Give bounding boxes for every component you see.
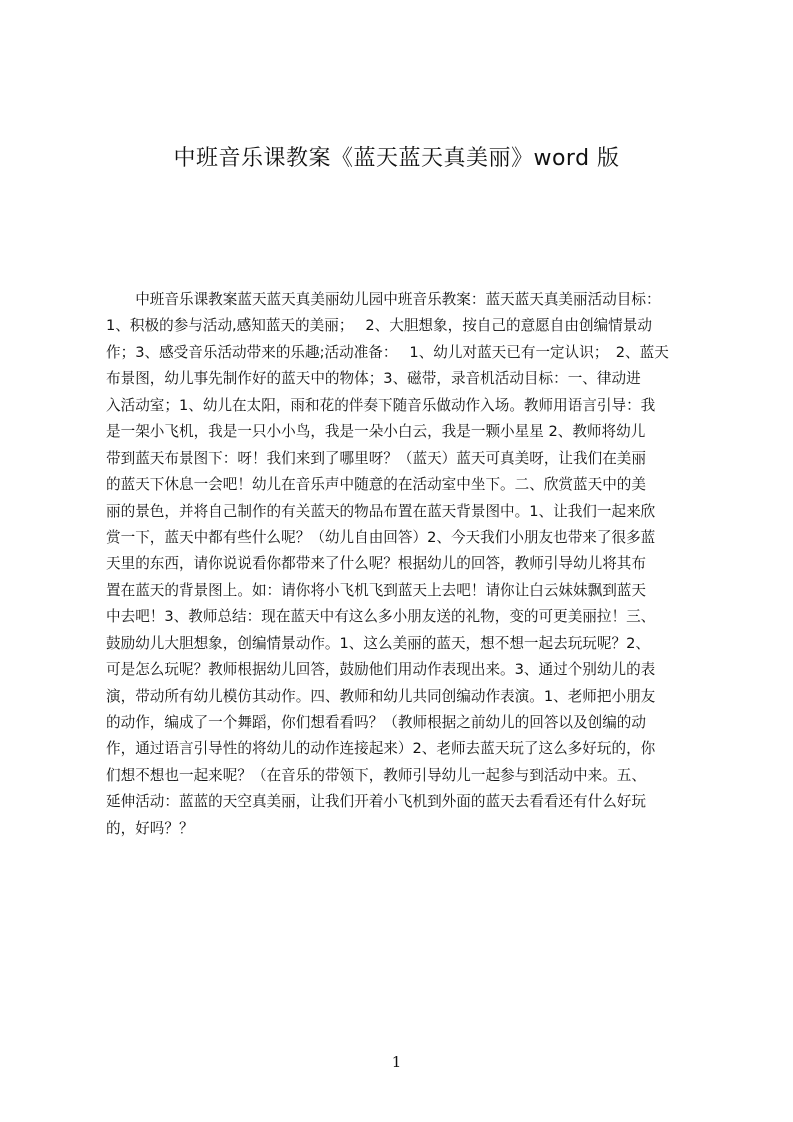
- body-line: 作，通过语言引导性的将幼儿的动作连接起来）2、老师去蓝天玩了这么多好玩的，你: [106, 740, 656, 758]
- document-title: 中班音乐课教案《蓝天蓝天真美丽》word 版: [173, 146, 620, 171]
- body-line: 入活动室；1、幼儿在太阳，雨和花的伴奏下随音乐做动作入场。教师用语言引导：我: [106, 396, 656, 414]
- body-line: 中去吧！3、教师总结：现在蓝天中有这么多小朋友送的礼物，变的可更美丽拉！三、: [106, 608, 656, 626]
- body-line: 中班音乐课教案蓝天蓝天真美丽幼儿园中班音乐教案：蓝天蓝天真美丽活动目标：: [135, 291, 661, 308]
- body-line: 可是怎么玩呢？教师根据幼儿回答，鼓励他们用动作表现出来。3、通过个别幼儿的表: [106, 661, 656, 679]
- body-line: 1、积极的参与活动,感知蓝天的美丽； 2、大胆想象，按自己的意愿自由创编情景动: [106, 317, 652, 335]
- body-line: 的蓝天下休息一会吧！幼儿在音乐声中随意的在活动室中坐下。二、欣赏蓝天中的美: [106, 476, 646, 494]
- body-line: 鼓励幼儿大胆想象，创编情景动作。1、这么美丽的蓝天，想不想一起去玩玩呢？2、: [106, 634, 650, 652]
- body-line: 的动作，编成了一个舞蹈，你们想看看吗？（教师根据之前幼儿的回答以及创编的动: [106, 714, 646, 731]
- body-line: 的，好吗？？: [106, 819, 194, 837]
- body-line: 带到蓝天布景图下：呀！我们来到了哪里呀？（蓝天）蓝天可真美呀，让我们在美丽: [106, 449, 646, 467]
- body-line: 置在蓝天的背景图上。如：请你将小飞机飞到蓝天上去吧！请你让白云妹妹飘到蓝天: [106, 581, 646, 599]
- body-line: 天里的东西，请你说说看你都带来了什么呢？根据幼儿的回答，教师引导幼儿将其布: [106, 555, 646, 573]
- page-number: 1: [391, 1053, 402, 1071]
- body-line: 演，带动所有幼儿模仿其动作。四、教师和幼儿共同创编动作表演。1、老师把小朋友: [106, 687, 656, 705]
- body-line: 作；3、感受音乐活动带来的乐趣;活动准备： 1、幼儿对蓝天已有一定认识； 2、蓝天: [106, 343, 669, 361]
- body-line: 丽的景色，并将自己制作的有关蓝天的物品布置在蓝天背景图中。1、让我们一起来欣: [106, 502, 656, 520]
- body-line: 们想不想也一起来呢？（在音乐的带领下，教师引导幼儿一起参与到活动中来。五、: [106, 766, 646, 784]
- body-line: 是一架小飞机，我是一只小小鸟，我是一朵小白云，我是一颗小星星 2、教师将幼儿: [106, 423, 646, 441]
- body-line: 布景图，幼儿事先制作好的蓝天中的物体；3、磁带，录音机活动目标：一、律动进: [106, 370, 641, 388]
- body-line: 赏一下，蓝天中都有些什么呢？（幼儿自由回答）2、今天我们小朋友也带来了很多蓝: [106, 528, 656, 546]
- body-line: 延伸活动：蓝蓝的天空真美丽，让我们开着小飞机到外面的蓝天去看看还有什么好玩: [106, 793, 646, 811]
- body-paragraph: [106, 287, 697, 842]
